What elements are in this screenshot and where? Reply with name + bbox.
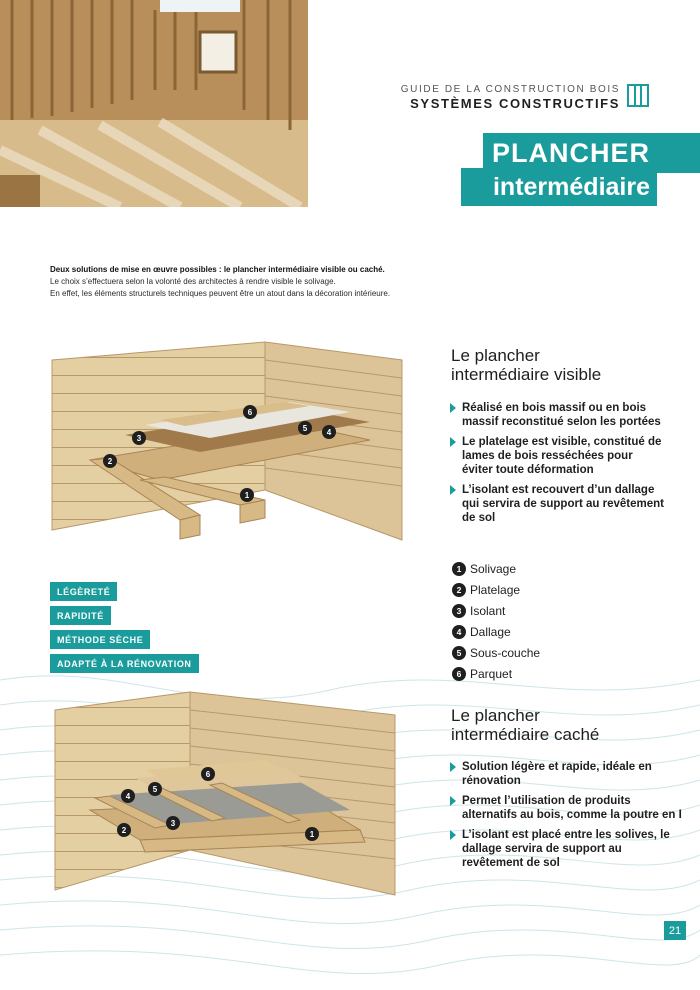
bullet-item: Solution légère et rapide, idéale en rénovation bbox=[450, 760, 682, 788]
legend-item: 1 Solivage bbox=[452, 558, 540, 579]
visible-title-line1: Le plancher bbox=[451, 346, 540, 365]
hidden-section-title bbox=[451, 706, 599, 744]
bullet-item: L’isolant est recouvert d’un dallage qui servira de support au revêtement de sol bbox=[450, 483, 665, 525]
diagram-label: 2 bbox=[107, 457, 113, 466]
bullet-item: Réalisé en bois massif ou en bois massif reconstitué selon les portées bbox=[450, 401, 665, 429]
visible-bullets bbox=[450, 401, 665, 531]
diagram-label: 3 bbox=[136, 434, 142, 443]
diagram-label: 4 bbox=[326, 428, 332, 437]
page-title-line1: PLANCHER bbox=[483, 133, 700, 173]
diagram-label: 1 bbox=[244, 491, 250, 500]
legend-item: 3 Isolant bbox=[452, 600, 540, 621]
guide-title: SYSTÈMES CONSTRUCTIFS bbox=[410, 96, 620, 111]
diagram-label: 2 bbox=[121, 826, 127, 835]
page-title-line2: intermédiaire bbox=[461, 168, 657, 206]
tag-renovation: ADAPTÉ À LA RÉNOVATION bbox=[50, 654, 199, 673]
bullet-item: Le platelage est visible, constitué de lames de bois resséchées pour éviter toute déformation bbox=[450, 435, 665, 477]
legend-item: 4 Dallage bbox=[452, 621, 540, 642]
tag-methode-seche: MÉTHODE SÈCHE bbox=[50, 630, 150, 649]
diagram-label: 3 bbox=[170, 819, 176, 828]
diagram-label: 6 bbox=[205, 770, 211, 779]
intro-line1: Le choix s’effectuera selon la volonté des architectes à rendre visible le solivage. bbox=[50, 277, 336, 286]
hidden-floor-diagram bbox=[50, 690, 400, 900]
visible-title-line2: intermédiaire visible bbox=[451, 365, 602, 384]
bullet-item: L’isolant est placé entre les solives, le dallage servira de support au revêtement de sol bbox=[450, 828, 682, 870]
tag-legerete: LÉGÈRETÉ bbox=[50, 582, 117, 601]
bullet-item: Permet l’utilisation de produits alternatifs au bois, comme la poutre en I bbox=[450, 794, 682, 822]
legend-item: 5 Sous-couche bbox=[452, 642, 540, 663]
construction-photo bbox=[0, 0, 308, 207]
diagram-label: 4 bbox=[125, 792, 131, 801]
page-number: 21 bbox=[664, 921, 686, 940]
hidden-title-line1: Le plancher bbox=[451, 706, 540, 725]
columns-icon bbox=[627, 84, 649, 107]
visible-section-title bbox=[451, 346, 601, 384]
diagram-label: 5 bbox=[152, 785, 158, 794]
intro-line2: En effet, les éléments structurels techniques peuvent être un atout dans la décoration intérieure. bbox=[50, 289, 391, 298]
hidden-bullets bbox=[450, 760, 682, 876]
diagram-label: 5 bbox=[302, 424, 308, 433]
intro-lead: Deux solutions de mise en œuvre possibles : le plancher intermédiaire visible ou caché. bbox=[50, 265, 385, 274]
tag-rapidite: RAPIDITÉ bbox=[50, 606, 111, 625]
legend-item: 2 Platelage bbox=[452, 579, 540, 600]
diagram-label: 6 bbox=[247, 408, 253, 417]
visible-floor-diagram bbox=[50, 340, 405, 545]
hidden-title-line2: intermédiaire caché bbox=[451, 725, 600, 744]
legend bbox=[452, 558, 540, 684]
guide-subtitle: GUIDE DE LA CONSTRUCTION BOIS bbox=[400, 84, 620, 95]
legend-item: 6 Parquet bbox=[452, 663, 540, 684]
intro-text bbox=[50, 264, 470, 300]
diagram-label: 1 bbox=[309, 830, 315, 839]
